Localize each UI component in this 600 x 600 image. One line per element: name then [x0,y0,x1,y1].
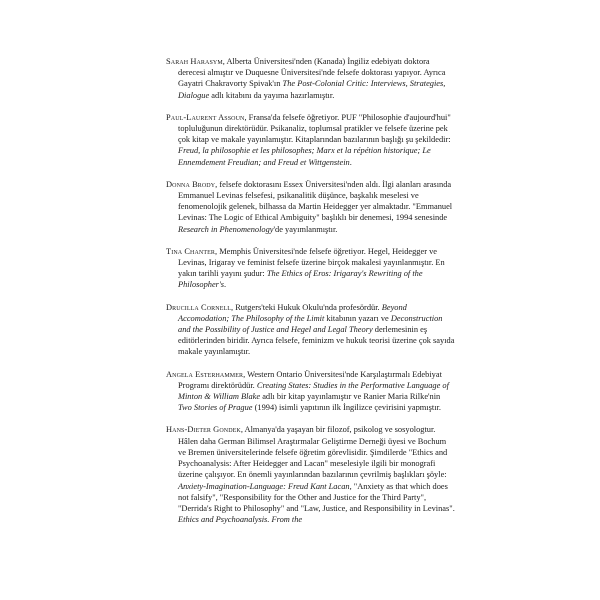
work-title: The Ethics of Eros: Irigaray's Rewriting of the Philosopher's [178,269,423,290]
bio-text: , Western Ontario Üniversitesi'nde Karşılaştırmalı Edebiyat Programı direktörüdür. [178,369,442,390]
work-title: Creating States: Studies in the Performative Language of Minton & William Blake [178,380,449,402]
contributor-entry [166,112,456,168]
bio-text: kitabının yazarı ve [324,313,391,323]
contributor-entry [166,302,456,358]
work-title: Deconstruction and the Possibility of Justice and Hegel and Legal Theory [178,313,443,335]
work-title: Freud, la philosophie et les philosophes; Marx et la répétion historique; Le Ennemdement Freudian; and Freud et Wittgenstein [178,146,431,167]
contributor-entry [166,369,456,414]
bio-text: 'de yayımlanmıştır. [273,224,338,234]
bio-text: , Rutgers'teki Hukuk Okulu'nda profesördür. [231,302,382,312]
work-title: Two Stories of Prague [178,403,253,413]
bio-text: , Alberta Üniversitesi'nden (Kanada) İngiliz edebiyatı doktora derecesi almıştır ve Duquesne Üniversitesi'nde felsefe doktorası yapıyor. Ayrıca Gayatri Chakravorty Spivak'ın [178,57,446,89]
bio-text: , felsefe doktorasını Essex Üniversitesi'nden aldı. İlgi alanları arasında Emmanuel Levinas felsefesi, psikanalitik düşünce, başkalık meselesi ve fenomenolojik gelenek, bilhassa da Martin Heidegger yer almaktadır. "Emmanuel Levinas: The Logic of Ethical Ambiguity" başlıklı bir denemesi, 1994 senesinde [178,179,453,223]
work-title: Anxiety-Imagination-Language: Freud Kant Lacan [178,481,350,491]
work-title: Ethics and Psychoanalysis. From the [178,515,303,525]
contributor-entry [166,179,456,235]
bio-text: , "Anxiety as that which does not falsify", "Responsibility for the Other and Justice for the Third Party", "Derrida's Right to Philosophy" and "Law, Justice, and Responsibility in Levinas". [178,481,455,513]
contributor-name: Angela Esterhammer [166,369,244,379]
bio-text: . [224,280,227,290]
contributor-name: Sarah Harasym [166,57,223,66]
work-title: The Post-Colonial Critic: Interviews, Strategies, Dialogue [178,79,446,100]
contributor-name: Hans-Dieter Gondek [166,425,241,435]
contributor-entry [166,424,456,525]
bio-text: . [349,157,352,167]
contributor-entry [166,56,456,101]
contributor-name: Donna Brody [166,179,216,189]
bio-text: adlı bir kitap yayınlamıştır ve Ranier Maria Rilke'nin [260,392,441,402]
bio-text: (1994) isimli yapıtının ilk İngilizce çevirisini yapmıştır. [252,403,441,413]
bio-text: adlı kitabını da yayıma hazırlamıştır. [209,90,335,100]
bio-text: derlemesinin eş editörlerinden biridir. Ayrıca felsefe, feminizm ve hukuk teorisi üzerine çok sayıda makale yayınlamıştır. [178,325,455,357]
contributor-name: Paul-Laurent Assoun [166,112,245,122]
contributor-name: Drucilla Cornell [166,302,231,312]
work-title: Beyond Accomodation; The Philosophy of the Limit [178,302,407,323]
bio-text: , Memphis Üniversitesi'nde felsefe öğretiyor. Hegel, Heidegger ve Levinas, Irigaray ve feminist felsefe üzerine birçok makalesi yayınlanmıştır. En yakın tarihli yayını şudur: [178,246,445,279]
work-title: Research in Phenomenology [178,224,274,234]
bio-text: , Fransa'da felsefe öğretiyor. PUF "Philosophie d'aujourd'hui" topluluğunun direktörüdür. Psikanaliz, toplumsal pratikler ve felsefe üzerine pek çok kitap ve makale yayınlamıştır. Kitaplarından bazılarının başlığı şu şekildedir: [178,112,451,145]
bio-text: , Almanya'da yaşayan bir filozof, psikolog ve sosyologtur. Hâlen daha German Bilimsel Araştırmalar Geliştirme Derneği üyesi ve Bochum ve Bremen üniversitelerinde felsefe öğretim görevlisidir. Şimdilerde "Ethics and Psychoanalysis: After Heidegger and Lacan" meselesiyle ilgili bir monografi üzerine çalışıyor. En önemli yayınlarından bazılarının çevrilmiş başlıkları şöyle: [178,425,448,480]
contributor-name: Tina Chanter [166,246,215,256]
contributor-entry [166,246,456,291]
contributor-list [166,56,456,536]
